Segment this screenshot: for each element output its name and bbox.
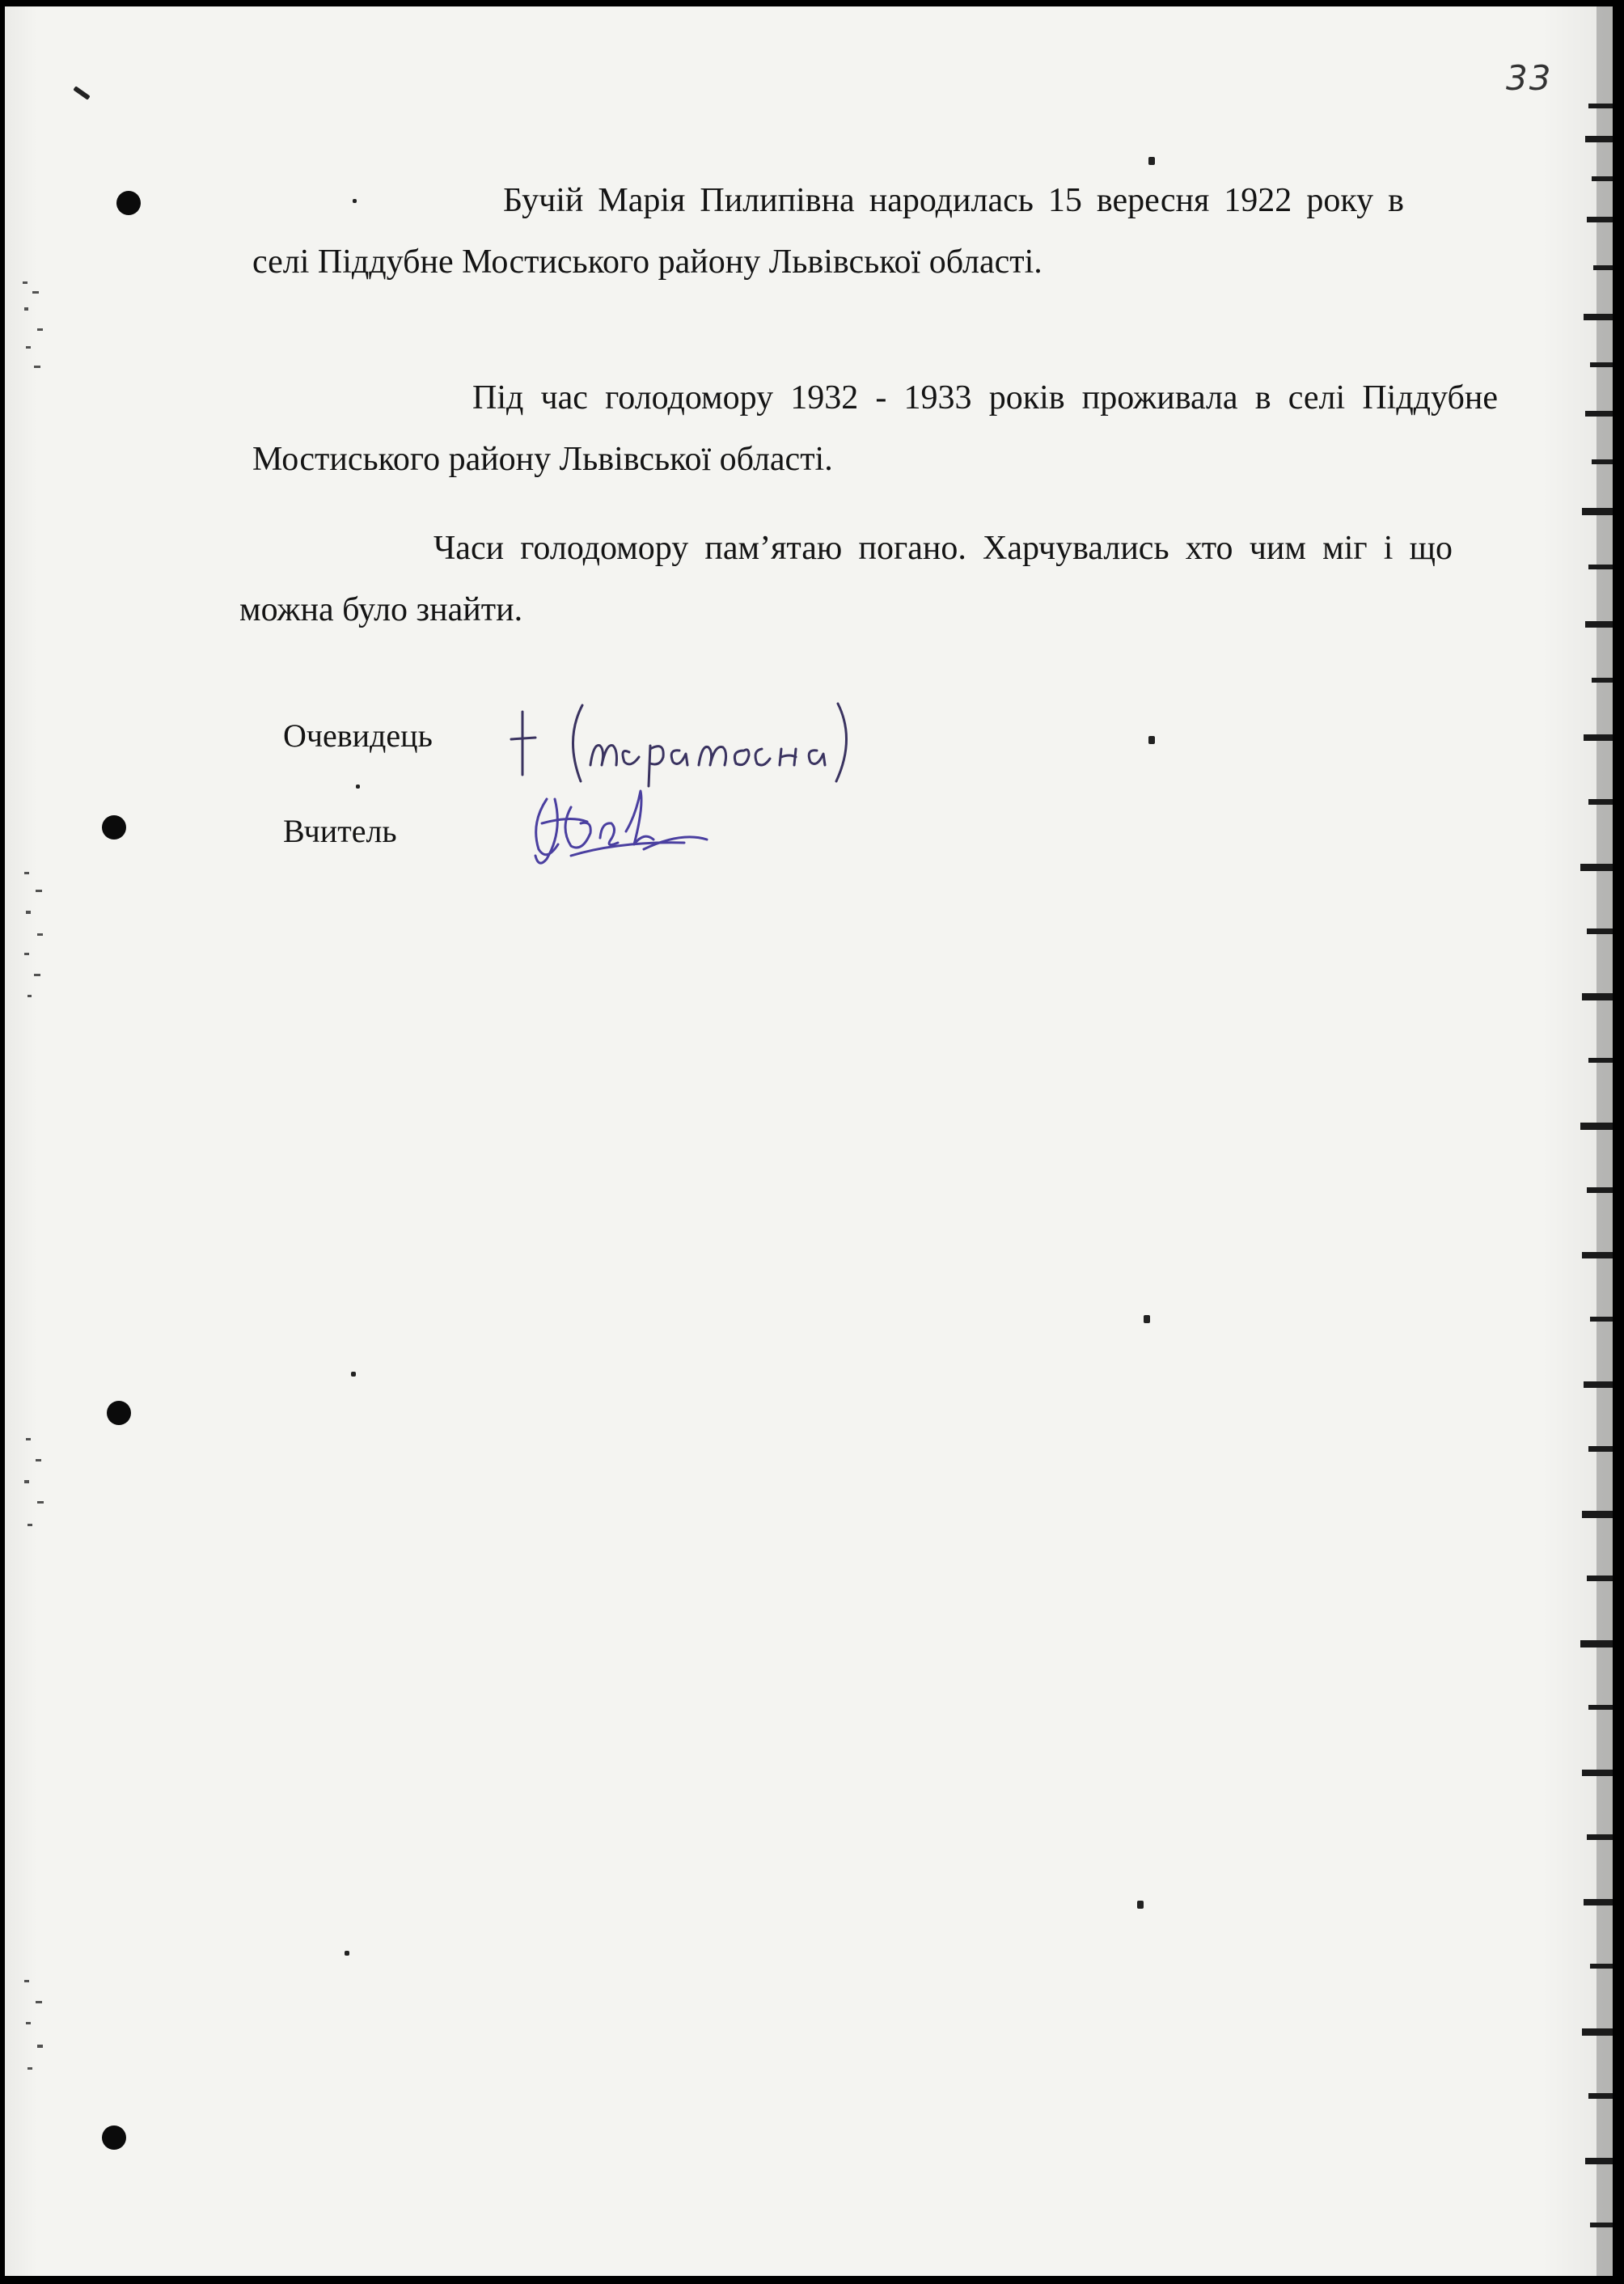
punch-hole (102, 2125, 126, 2150)
right-scan-edge (1564, 6, 1613, 2276)
scan-speck (351, 1372, 356, 1377)
document-page (5, 6, 1613, 2276)
left-scan-edge (5, 6, 70, 2276)
teacher-signature (522, 775, 717, 880)
paragraph-memories: Часи голодомору пам’ятаю погано. Харчувались хто чим міг і що можна було знайти. (239, 530, 1453, 628)
witness-label: Очевидець (283, 717, 433, 754)
teacher-label: Вчитель (283, 813, 397, 849)
punch-hole (107, 1401, 131, 1425)
scan-speck (345, 1951, 349, 1956)
paragraph-biography: Бучій Марія Пилипівна народилась 15 вересня 1922 року в селі Піддубне Мостиського району Львівської області. (252, 182, 1404, 281)
punch-hole (102, 815, 126, 840)
paragraph-residence: Під час голодомору 1932 - 1933 років проживала в селі Піддубне Мостиського району Львівської області. (252, 379, 1498, 478)
scan-speck (356, 785, 360, 789)
scan-speck (1148, 157, 1155, 165)
punch-hole (116, 191, 141, 215)
page-number: 33 (1506, 58, 1553, 98)
scan-speck (1137, 1901, 1144, 1909)
scan-speck (1144, 1315, 1150, 1323)
scan-speck (353, 199, 357, 203)
scan-speck (73, 86, 90, 100)
scan-speck (1148, 736, 1155, 744)
